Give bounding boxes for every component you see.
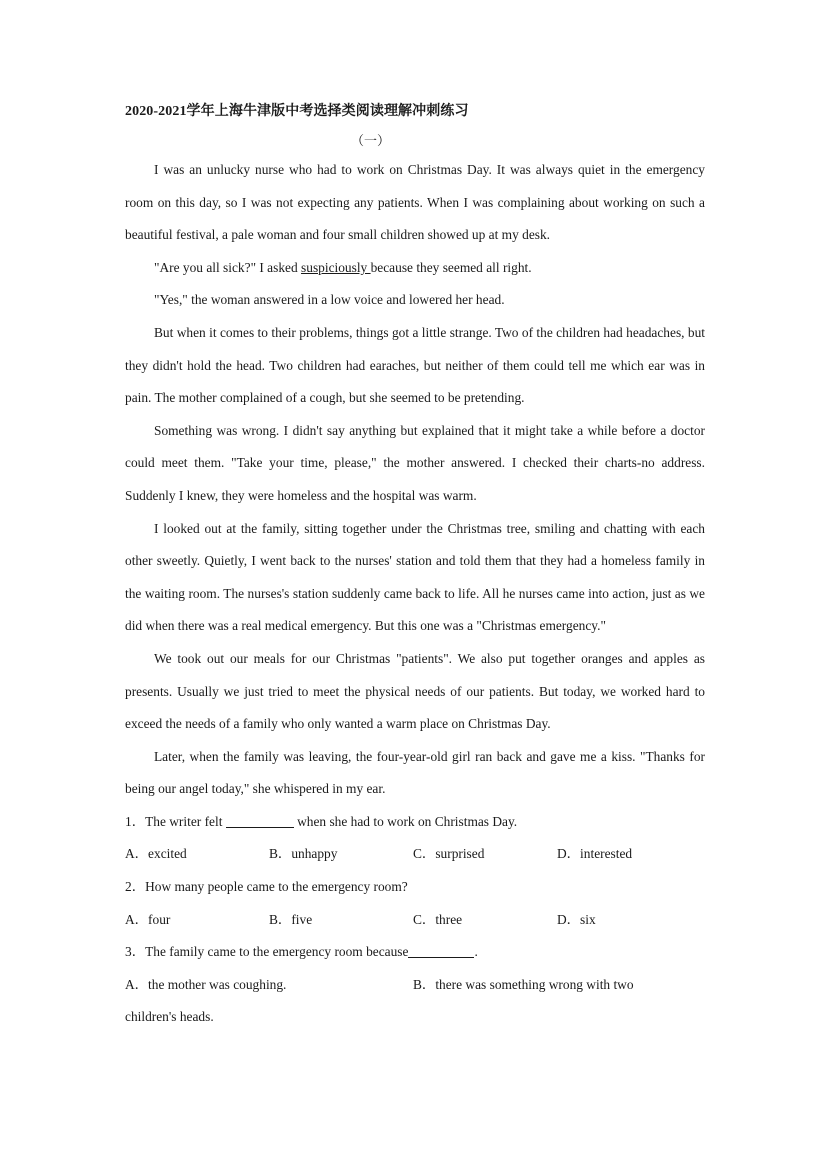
document-subtitle: （一） <box>351 133 391 148</box>
document-title: 2020-2021学年上海牛津版中考选择类阅读理解冲刺练习 <box>125 104 469 119</box>
option-d: D．six <box>557 911 596 927</box>
paragraph-4: But when it comes to their problems, things got a little strange. Two of the children had headaches, but they didn't hold the head. Two children had earaches, but neither of them could tell me which ear was in pain. The mother complained of a cough, but she seemed to be pretending. <box>125 324 705 406</box>
question-3-options <box>125 969 705 1002</box>
paragraph-8: Later, when the family was leaving, the four-year-old girl ran back and gave me a kiss. "Thanks for being our angel today," she whispered in my ear. <box>125 748 705 797</box>
question-1 <box>125 806 705 839</box>
option-a: A．the mother was coughing. <box>125 976 287 992</box>
question-2-options <box>125 904 705 937</box>
question-3 <box>125 936 705 969</box>
passage-body <box>125 154 705 1034</box>
question-1-options <box>125 838 705 871</box>
option-c: C．surprised <box>413 846 485 862</box>
option-a: A．excited <box>125 846 187 862</box>
paragraph-2-end: because they seemed all right. <box>370 259 532 275</box>
option-b: B．there was something wrong with two <box>413 976 634 992</box>
option-b: B．five <box>269 911 313 927</box>
paragraph-2-start: "Are you all sick?" I asked <box>154 259 302 275</box>
paragraph-5: Something was wrong. I didn't say anything but explained that it might take a while before a doctor could meet them. "Take your time, please," the mother answered. I checked their charts-no address. Suddenly I knew, they were homeless and the hospital was warm. <box>125 422 705 503</box>
option-b-continuation: children's heads. <box>125 1009 214 1025</box>
option-a: A．four <box>125 911 171 927</box>
paragraph-3: "Yes," the woman answered in a low voice and lowered her head. <box>154 292 505 308</box>
question-1-stem-end: when she had to work on Christmas Day. <box>293 813 518 829</box>
paragraph-2 <box>125 252 705 285</box>
answer-blank <box>226 813 294 828</box>
paragraph-6: I looked out at the family, sitting together under the Christmas tree, smiling and chatting with each other sweetly. Quietly, I went back to the nurses' station and told them that they had a homeless family in the waiting room. The nurses's station suddenly came back to life. All he nurses came into action, just as we did when there was a real medical emergency. But this one was a "Christmas emergency." <box>125 520 705 634</box>
paragraph-1: I was an unlucky nurse who had to work on Christmas Day. It was always quiet in the emergency room on this day, so I was not expecting any patients. When I was complaining about working on such a beautiful festival, a pale woman and four small children showed up at my desk. <box>125 162 705 243</box>
question-3-stem-start: 3．The family came to the emergency room because <box>125 944 409 960</box>
option-c: C．three <box>413 911 463 927</box>
paragraph-7: We took out our meals for our Christmas "patients". We also put together oranges and apples as presents. Usually we just tried to meet the physical needs of our patients. But today, we worked hard to exceed the needs of a family who only wanted a warm place on Christmas Day. <box>125 650 705 732</box>
question-2: 2．How many people came to the emergency room? <box>125 879 408 895</box>
underlined-word: suspiciously <box>301 259 371 275</box>
question-3-stem-end: . <box>474 944 478 960</box>
option-b: B．unhappy <box>269 846 338 862</box>
answer-blank <box>408 943 474 958</box>
option-d: D．interested <box>557 846 633 862</box>
question-1-stem-start: 1．The writer felt <box>125 813 226 829</box>
